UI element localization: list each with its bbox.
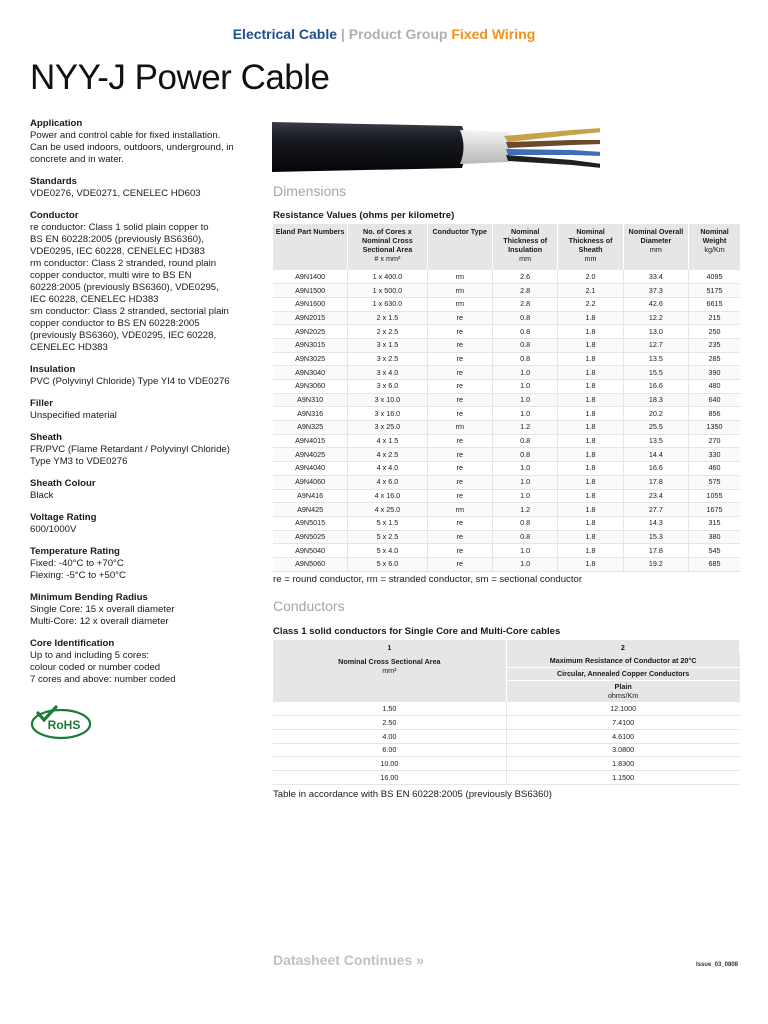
table-cell: re <box>427 544 492 558</box>
table-cell: 15.5 <box>623 366 688 380</box>
table-cell: 14.3 <box>623 516 688 530</box>
column-header: Nominal Thickness of Sheath mm <box>558 224 623 270</box>
spec-list <box>30 118 255 696</box>
spec-text: IEC 60228, CENELEC HD383 <box>30 294 159 305</box>
table-cell: 5175 <box>689 284 740 298</box>
table-cell: 3 x 2.5 <box>348 352 427 366</box>
table-row <box>273 380 740 394</box>
table-cell: 1.8 <box>558 407 623 421</box>
table-cell: 1.2 <box>492 503 557 517</box>
spec-section <box>30 478 255 502</box>
spec-text: FR/PVC (Flame Retardant / Polyvinyl Chloride) <box>30 444 230 455</box>
spec-heading: Standards <box>30 176 77 187</box>
table-row <box>273 489 740 503</box>
table-cell: 0.8 <box>492 352 557 366</box>
table-row <box>273 702 740 716</box>
spec-text: concrete and in water. <box>30 154 124 165</box>
table-row <box>273 716 740 730</box>
table-cell: re <box>427 380 492 394</box>
table-cell: 270 <box>689 434 740 448</box>
table-cell: 12.2 <box>623 311 688 325</box>
table-cell: 3 x 1.5 <box>348 338 427 352</box>
table-cell: 3 x 4.0 <box>348 366 427 380</box>
table-cell: 3.0800 <box>506 743 739 757</box>
table-cell: 390 <box>689 366 740 380</box>
table-cell: 19.2 <box>623 557 688 571</box>
resistance-header: Maximum Resistance of Conductor at 20°C <box>506 654 739 667</box>
spec-section <box>30 638 255 686</box>
table-row <box>273 544 740 558</box>
table-row <box>273 557 740 571</box>
table-cell: 1.8 <box>558 516 623 530</box>
spec-heading: Sheath Colour <box>30 478 96 489</box>
table-cell: 330 <box>689 448 740 462</box>
spec-text: VDE0276, VDE0271, CENELEC HD603 <box>30 188 201 199</box>
table-cell: rm <box>427 297 492 311</box>
table-cell: 5 x 2.5 <box>348 530 427 544</box>
col-number-2: 2 <box>506 640 739 654</box>
table-cell: 856 <box>689 407 740 421</box>
spec-text: Type YM3 to VDE0276 <box>30 456 128 467</box>
table-cell: 7.4100 <box>506 716 739 730</box>
table-cell: 1.50 <box>273 702 506 716</box>
table-cell: re <box>427 393 492 407</box>
spec-section <box>30 512 255 536</box>
spec-text: Power and control cable for fixed installation. <box>30 130 221 141</box>
spec-heading: Core Identification <box>30 638 115 649</box>
spec-heading: Temperature Rating <box>30 546 120 557</box>
spec-heading: Filler <box>30 398 53 409</box>
spec-heading: Minimum Bending Radius <box>30 592 148 603</box>
svg-text:RoHS: RoHS <box>47 718 81 732</box>
spec-heading: Insulation <box>30 364 76 375</box>
table-cell: 4 x 16.0 <box>348 489 427 503</box>
table-cell: 1.0 <box>492 462 557 476</box>
dimensions-title: Dimensions <box>273 183 347 199</box>
table-cell: 4 x 25.0 <box>348 503 427 517</box>
resistance-subheader: Circular, Annealed Copper Conductors <box>506 667 739 680</box>
table-row <box>273 448 740 462</box>
table-cell: 2.6 <box>492 270 557 284</box>
table-cell: 4 x 2.5 <box>348 448 427 462</box>
dimensions-subtitle: Resistance Values (ohms per kilometre) <box>273 210 455 221</box>
table-cell: re <box>427 352 492 366</box>
table-cell: 13.5 <box>623 352 688 366</box>
spec-text: rm conductor: Class 2 stranded, round plain <box>30 258 217 269</box>
table-cell: 1 x 500.0 <box>348 284 427 298</box>
spec-text: Multi-Core: 12 x overall diameter <box>30 616 169 627</box>
table-cell: 5 x 6.0 <box>348 557 427 571</box>
table-cell: 1.0 <box>492 475 557 489</box>
plain-header: Plain ohms/Km <box>506 680 739 702</box>
spec-text: PVC (Polyvinyl Chloride) Type YI4 to VDE0276 <box>30 376 230 387</box>
table-row <box>273 462 740 476</box>
table-cell: 27.7 <box>623 503 688 517</box>
breadcrumb-product-group: Product Group <box>348 26 448 42</box>
table-cell: 0.8 <box>492 530 557 544</box>
table-cell: 1.8 <box>558 338 623 352</box>
spec-text: Flexing: -5°C to +50°C <box>30 570 126 581</box>
spec-text: Up to and including 5 cores: <box>30 650 149 661</box>
table-row <box>273 338 740 352</box>
table-cell: A9N5025 <box>273 530 348 544</box>
table-row <box>273 434 740 448</box>
table-cell: A9N425 <box>273 503 348 517</box>
table-cell: 16.6 <box>623 462 688 476</box>
spec-heading: Voltage Rating <box>30 512 97 523</box>
table-cell: 1.8 <box>558 325 623 339</box>
cable-photo <box>272 118 740 180</box>
table-row <box>273 393 740 407</box>
table-cell: 4 x 6.0 <box>348 475 427 489</box>
table-cell: 4 x 1.5 <box>348 434 427 448</box>
table-cell: re <box>427 557 492 571</box>
spec-text: copper conductor to BS EN 60228:2005 <box>30 318 200 329</box>
spec-text: (previously BS6360), VDE0295, IEC 60228, <box>30 330 217 341</box>
header-breadcrumb <box>0 26 768 42</box>
table-cell: 1.0 <box>492 557 557 571</box>
table-cell: 1.8 <box>558 503 623 517</box>
table-row <box>273 352 740 366</box>
table-cell: A9N2015 <box>273 311 348 325</box>
column-header: No. of Cores x Nominal Cross Sectional Area # x mm² <box>348 224 427 270</box>
table-cell: 23.4 <box>623 489 688 503</box>
dimensions-note: re = round conductor, rm = stranded conductor, sm = sectional conductor <box>273 574 583 585</box>
table-cell: 480 <box>689 380 740 394</box>
table-row <box>273 729 740 743</box>
table-cell: A9N2025 <box>273 325 348 339</box>
conductors-table <box>273 640 740 785</box>
table-cell: 685 <box>689 557 740 571</box>
table-cell: 1.2 <box>492 421 557 435</box>
spec-section <box>30 364 255 388</box>
spec-text: re conductor: Class 1 solid plain copper to <box>30 222 209 233</box>
table-row <box>273 475 740 489</box>
table-cell: re <box>427 338 492 352</box>
table-cell: 16.00 <box>273 770 506 784</box>
table-cell: A9N3060 <box>273 380 348 394</box>
table-cell: 640 <box>689 393 740 407</box>
table-cell: 25.5 <box>623 421 688 435</box>
table-row <box>273 503 740 517</box>
table-cell: A9N416 <box>273 489 348 503</box>
table-cell: 3 x 6.0 <box>348 380 427 394</box>
spec-section <box>30 210 255 354</box>
column-header: Nominal Thickness of Insulation mm <box>492 224 557 270</box>
table-cell: re <box>427 407 492 421</box>
table-cell: rm <box>427 503 492 517</box>
table-row <box>273 743 740 757</box>
table-cell: 215 <box>689 311 740 325</box>
table-row <box>273 421 740 435</box>
table-cell: 1.8 <box>558 462 623 476</box>
table-cell: 1.8 <box>558 530 623 544</box>
table-cell: 18.3 <box>623 393 688 407</box>
table-cell: 1.8 <box>558 366 623 380</box>
spec-section <box>30 432 255 468</box>
table-row <box>273 311 740 325</box>
table-cell: re <box>427 475 492 489</box>
spec-text: 600/1000V <box>30 524 77 535</box>
table-row <box>273 407 740 421</box>
table-cell: 1.8 <box>558 393 623 407</box>
table-row <box>273 516 740 530</box>
table-cell: 17.8 <box>623 544 688 558</box>
table-row <box>273 366 740 380</box>
table-cell: 545 <box>689 544 740 558</box>
table-cell: 3 x 10.0 <box>348 393 427 407</box>
table-cell: 10.00 <box>273 757 506 771</box>
spec-section <box>30 546 255 582</box>
table-cell: 15.3 <box>623 530 688 544</box>
table-cell: 0.8 <box>492 338 557 352</box>
table-cell: 1.8 <box>558 489 623 503</box>
table-cell: A9N310 <box>273 393 348 407</box>
table-cell: A9N3040 <box>273 366 348 380</box>
table-cell: rm <box>427 421 492 435</box>
table-cell: A9N4040 <box>273 462 348 476</box>
table-cell: 16.6 <box>623 380 688 394</box>
table-row <box>273 770 740 784</box>
spec-heading: Sheath <box>30 432 62 443</box>
table-cell: 1.0 <box>492 544 557 558</box>
table-cell: 1 x 630.0 <box>348 297 427 311</box>
spec-text: sm conductor: Class 2 stranded, sectorial plain <box>30 306 229 317</box>
table-cell: re <box>427 448 492 462</box>
spec-text: VDE0295, IEC 60228, CENELEC HD383 <box>30 246 205 257</box>
table-cell: 235 <box>689 338 740 352</box>
spec-heading: Application <box>30 118 83 129</box>
table-cell: 315 <box>689 516 740 530</box>
table-cell: 4 x 4.0 <box>348 462 427 476</box>
table-cell: re <box>427 311 492 325</box>
table-row <box>273 270 740 284</box>
table-cell: 1675 <box>689 503 740 517</box>
table-row <box>273 530 740 544</box>
table-cell: 1.8 <box>558 448 623 462</box>
column-header: Conductor Type <box>427 224 492 270</box>
table-cell: 2.50 <box>273 716 506 730</box>
page-title: NYY-J Power Cable <box>30 58 330 97</box>
table-cell: 285 <box>689 352 740 366</box>
table-cell: 4.6100 <box>506 729 739 743</box>
conductors-note: Table in accordance with BS EN 60228:2005 (previously BS6360) <box>273 789 552 800</box>
table-cell: 13.0 <box>623 325 688 339</box>
spec-text: colour coded or number coded <box>30 662 161 673</box>
table-row <box>273 284 740 298</box>
table-row <box>273 757 740 771</box>
table-cell: 0.8 <box>492 325 557 339</box>
table-cell: 1.0 <box>492 366 557 380</box>
table-cell: 0.8 <box>492 434 557 448</box>
table-cell: A9N5040 <box>273 544 348 558</box>
table-cell: 3 x 16.0 <box>348 407 427 421</box>
table-cell: A9N1500 <box>273 284 348 298</box>
spec-text: Unspecified material <box>30 410 117 421</box>
breadcrumb-electrical-cable[interactable]: Electrical Cable <box>232 26 337 42</box>
table-cell: 1055 <box>689 489 740 503</box>
column-header: Nominal Overall Diameter mm <box>623 224 688 270</box>
dimensions-table <box>273 224 740 572</box>
breadcrumb-separator: | <box>340 26 345 42</box>
table-cell: 1.8 <box>558 311 623 325</box>
table-cell: A9N5060 <box>273 557 348 571</box>
table-cell: 4.00 <box>273 729 506 743</box>
conductors-title: Conductors <box>273 598 345 614</box>
column-header: Eland Part Numbers <box>273 224 348 270</box>
spec-text: Can be used indoors, outdoors, underground, in <box>30 142 234 153</box>
table-cell: 575 <box>689 475 740 489</box>
table-cell: re <box>427 516 492 530</box>
table-cell: A9N4015 <box>273 434 348 448</box>
area-header: Nominal Cross Sectional Area mm² <box>273 654 506 702</box>
table-cell: A9N5015 <box>273 516 348 530</box>
table-cell: A9N3025 <box>273 352 348 366</box>
table-cell: A9N1400 <box>273 270 348 284</box>
table-cell: 5 x 1.5 <box>348 516 427 530</box>
spec-text: Black <box>30 490 54 501</box>
table-cell: 1.8300 <box>506 757 739 771</box>
table-cell: 2.8 <box>492 297 557 311</box>
table-cell: 33.4 <box>623 270 688 284</box>
table-cell: 460 <box>689 462 740 476</box>
table-cell: 2 x 1.5 <box>348 311 427 325</box>
table-cell: 2 x 2.5 <box>348 325 427 339</box>
table-cell: 0.8 <box>492 311 557 325</box>
table-cell: re <box>427 530 492 544</box>
table-cell: 1.8 <box>558 352 623 366</box>
table-cell: 1.8 <box>558 475 623 489</box>
table-cell: 1350 <box>689 421 740 435</box>
table-cell: A9N4025 <box>273 448 348 462</box>
table-cell: 6615 <box>689 297 740 311</box>
spec-section <box>30 118 255 166</box>
table-cell: rm <box>427 284 492 298</box>
table-cell: re <box>427 366 492 380</box>
col-number-1: 1 <box>273 640 506 654</box>
table-cell: 37.3 <box>623 284 688 298</box>
table-cell: re <box>427 489 492 503</box>
table-cell: 17.8 <box>623 475 688 489</box>
table-cell: re <box>427 434 492 448</box>
table-cell: 2.1 <box>558 284 623 298</box>
table-cell: 1.0 <box>492 407 557 421</box>
datasheet-continues-link[interactable]: Datasheet Continues » <box>273 952 424 968</box>
table-cell: 1.8 <box>558 544 623 558</box>
table-cell: 1.8 <box>558 434 623 448</box>
table-cell: 250 <box>689 325 740 339</box>
spec-text: Fixed: -40°C to +70°C <box>30 558 124 569</box>
table-cell: 3 x 25.0 <box>348 421 427 435</box>
spec-text: 60228:2005 (previously BS6360), VDE0295, <box>30 282 219 293</box>
table-cell: 4095 <box>689 270 740 284</box>
table-cell: 1.1500 <box>506 770 739 784</box>
spec-section <box>30 398 255 422</box>
table-cell: 20.2 <box>623 407 688 421</box>
table-cell: 0.8 <box>492 516 557 530</box>
table-cell: 1 x 400.0 <box>348 270 427 284</box>
table-cell: rm <box>427 270 492 284</box>
table-cell: 5 x 4.0 <box>348 544 427 558</box>
spec-text: Single Core: 15 x overall diameter <box>30 604 175 615</box>
table-cell: 2.2 <box>558 297 623 311</box>
table-cell: 2.0 <box>558 270 623 284</box>
table-cell: 1.0 <box>492 393 557 407</box>
table-cell: 13.5 <box>623 434 688 448</box>
table-cell: 1.0 <box>492 489 557 503</box>
rohs-logo <box>30 705 92 741</box>
column-header: Nominal Weight kg/Km <box>689 224 740 270</box>
table-cell: 14.4 <box>623 448 688 462</box>
spec-section <box>30 176 255 200</box>
table-cell: re <box>427 462 492 476</box>
table-cell: 12.7 <box>623 338 688 352</box>
conductors-subtitle: Class 1 solid conductors for Single Core and Multi-Core cables <box>273 626 561 637</box>
spec-section <box>30 592 255 628</box>
table-cell: 1.8 <box>558 421 623 435</box>
table-cell: 1.0 <box>492 380 557 394</box>
table-cell: re <box>427 325 492 339</box>
table-row <box>273 325 740 339</box>
spec-text: BS EN 60228:2005 (previously BS6360), <box>30 234 204 245</box>
spec-text: CENELEC HD383 <box>30 342 108 353</box>
table-cell: A9N325 <box>273 421 348 435</box>
table-cell: A9N3015 <box>273 338 348 352</box>
table-cell: A9N4060 <box>273 475 348 489</box>
table-cell: 1.8 <box>558 380 623 394</box>
table-cell: 0.8 <box>492 448 557 462</box>
table-cell: 1.8 <box>558 557 623 571</box>
table-cell: 6.00 <box>273 743 506 757</box>
breadcrumb-fixed-wiring[interactable]: Fixed Wiring <box>451 26 536 42</box>
table-cell: A9N316 <box>273 407 348 421</box>
table-cell: 2.8 <box>492 284 557 298</box>
spec-heading: Conductor <box>30 210 79 221</box>
table-cell: 380 <box>689 530 740 544</box>
table-cell: 12.1000 <box>506 702 739 716</box>
table-cell: A9N1600 <box>273 297 348 311</box>
issue-code: Issue_03_0808 <box>695 962 738 968</box>
spec-text: copper conductor, multi wire to BS EN <box>30 270 192 281</box>
table-row <box>273 297 740 311</box>
table-cell: 42.6 <box>623 297 688 311</box>
spec-text: 7 cores and above: number coded <box>30 674 176 685</box>
